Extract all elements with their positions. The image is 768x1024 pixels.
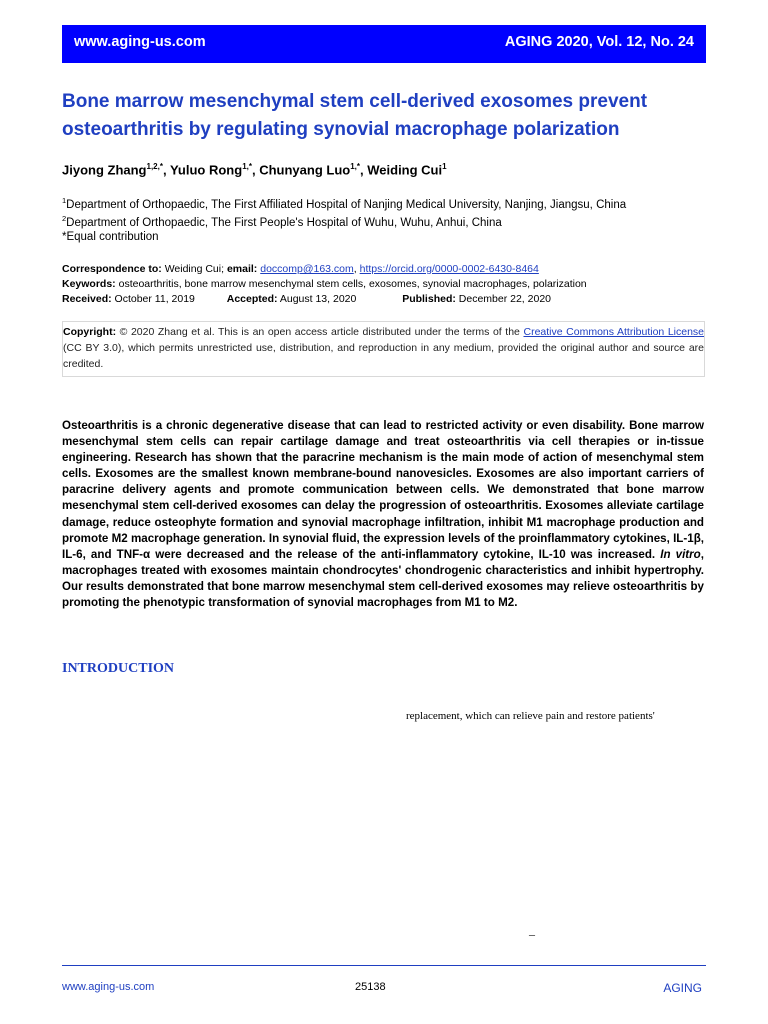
copyright-box [62, 321, 705, 377]
footer-journal-name: AGING [663, 981, 702, 995]
header-journal-issue: AGING 2020, Vol. 12, No. 24 [504, 34, 694, 50]
author-list: Jiyong Zhang$^{1,2,*}$, Yuluo Rong$^{1,*}$, Chunyang Luo$^{1,*}$, Weiding Cui$^1$ [62, 162, 447, 178]
footer-divider [62, 965, 706, 966]
author-affiliation-marker: 1,* [242, 162, 252, 171]
body-text-fragment: replacement, which can relieve pain and restore patients' [406, 710, 655, 722]
affiliation-marker: 2 [62, 214, 67, 223]
orcid-link[interactable]: https://orcid.org/0000-0002-6430-8464 [359, 263, 539, 275]
dates-line [62, 292, 712, 307]
received-date: October 11, 2019 [114, 293, 195, 305]
correspondence-label: Correspondence to: [62, 263, 162, 275]
author-affiliation-marker: 1 [442, 162, 447, 171]
abstract-text-continued: , macrophages treated with exosomes maintain chondrocytes' chondrogenic characteristics and inhibit hypertrophy. Our results demonstrated that bone marrow mesenchymal stem cell-derived exosomes may relieve osteoarthritis by promoting the phenotypic transformation of synovial macrophages from M1 to M2. [62, 547, 704, 610]
license-link[interactable]: Creative Commons Attribution License [523, 326, 705, 338]
affiliation-text: Department of Orthopaedic, The First Affiliated Hospital of Nanjing Medical University, Nanjing, Jiangsu, China [66, 198, 627, 211]
accepted-label: Accepted: [226, 293, 278, 305]
keywords-text: osteoarthritis, bone marrow mesenchymal stem cells, exosomes, synovial macrophages, polarization [118, 278, 587, 290]
published-date: December 22, 2020 [458, 293, 552, 305]
author-name: Jiyong Zhang [62, 162, 147, 178]
abstract-text: Osteoarthritis is a chronic degenerative disease that can lead to restricted activity or even disability. Bone marrow mesenchymal stem cells can repair cartilage damage and treat osteoarthritis via cell therapies or in-tissue engineering. Research has shown that the paracrine mechanism is the main mode of action of mesenchymal stem cells. Exosomes are the smallest known membrane-bound nanovesicles. Exosomes are also important carriers of paracrine delivery agents and promote communication between cells. We demonstrated that bone marrow mesenchymal stem cell-derived exosomes can delay the progression of osteoarthritis. Exosomes alleviate cartilage damage, reduce osteophyte formation and synovial macrophage infiltration, inhibit M1 macrophage production and promote M2 macrophage generation. In synovial fluid, the expression levels of the proinflammatory cytokines, IL-1β, IL-6, and TNF-α were decreased and the release of the anti-inflammatory cytokine, IL-10 was increased. [62, 419, 704, 561]
header-site-url[interactable]: www.aging-us.com [74, 34, 206, 50]
author-name: Weiding Cui [367, 162, 443, 178]
published-label: Published: [402, 293, 456, 305]
footer-site-url[interactable]: www.aging-us.com [62, 981, 155, 993]
separator: , [353, 263, 357, 275]
introduction-heading: INTRODUCTION [62, 661, 175, 676]
journal-header-bar [62, 25, 706, 63]
received-label: Received: [62, 293, 112, 305]
accepted-date: August 13, 2020 [279, 293, 357, 305]
dash-mark: – [529, 927, 535, 941]
affiliation-text: *Equal contribution [62, 231, 159, 243]
copyright-text-continued: (CC BY 3.0), which permits unrestricted use, distribution, and reproduction in any medium, provided the original author and source are credited. [63, 342, 704, 370]
author-name: Chunyang Luo [259, 162, 351, 178]
author-affiliation-marker: 1,* [350, 162, 361, 171]
abstract [62, 418, 704, 611]
article-title: Bone marrow mesenchymal stem cell-derived exosomes prevent osteoarthritis by regulating synovial macrophage polarization [62, 91, 648, 140]
affiliation-marker: 1 [62, 196, 67, 205]
email-label: email: [226, 263, 258, 275]
abstract-italic-term: In vitro [660, 547, 701, 561]
copyright-label: Copyright: [63, 326, 117, 338]
author-affiliation-marker: 1,2,* [146, 162, 163, 171]
equal-contribution-note [62, 228, 712, 246]
keywords-label: Keywords: [62, 278, 116, 290]
page-number: 25138 [355, 981, 386, 993]
email-link[interactable]: doccomp@163.com [260, 263, 354, 275]
copyright-text: © 2020 Zhang et al. This is an open access article distributed under the terms of the [119, 326, 520, 338]
correspondence-line [62, 262, 712, 277]
correspondence-name: Weiding Cui; [164, 263, 225, 275]
affiliation-text: Department of Orthopaedic, The First People's Hospital of Wuhu, Wuhu, Anhui, China [66, 216, 502, 229]
keywords-line [62, 277, 712, 292]
author-name: Yuluo Rong [169, 162, 243, 178]
